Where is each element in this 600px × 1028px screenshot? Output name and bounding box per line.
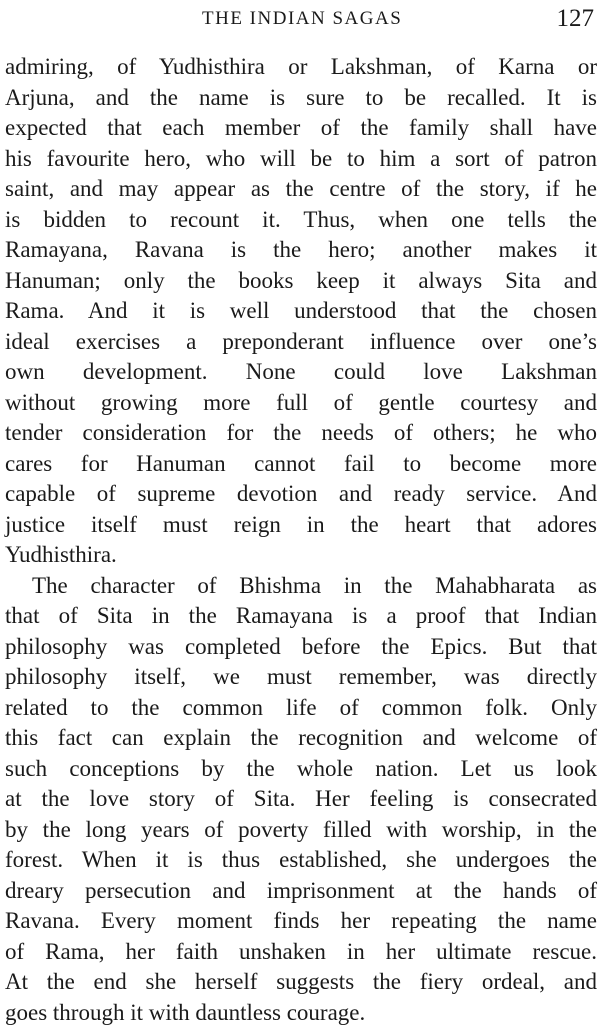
- text-line: by the long years of poverty filled with worship, in the: [5, 815, 597, 846]
- text-line: goes through it with dauntless courage.: [5, 998, 597, 1028]
- text-line: such conceptions by the whole nation. Let us look: [5, 754, 597, 785]
- running-title: THE INDIAN SAGAS: [202, 8, 402, 30]
- text-line: that of Sita in the Ramayana is a proof that Indian: [5, 601, 597, 632]
- text-line: philosophy was completed before the Epics. But that: [5, 632, 597, 663]
- text-line: Ravana. Every moment finds her repeating the name: [5, 906, 597, 937]
- text-line: this fact can explain the recognition and welcome of: [5, 723, 597, 754]
- text-line: justice itself must reign in the heart that adores: [5, 510, 597, 541]
- text-line: expected that each member of the family shall have: [5, 113, 597, 144]
- text-line: admiring, of Yudhisthira or Lakshman, of Karna or: [5, 52, 597, 83]
- text-line: own development. None could love Lakshman: [5, 357, 597, 388]
- text-line: At the end she herself suggests the fiery ordeal, and: [5, 967, 597, 998]
- text-line: The character of Bhishma in the Mahabharata as: [5, 571, 597, 602]
- text-line: without growing more full of gentle courtesy and: [5, 388, 597, 419]
- text-line: related to the common life of common folk. Only: [5, 693, 597, 724]
- page-number: 127: [557, 5, 595, 33]
- text-line: tender consideration for the needs of others; he who: [5, 418, 597, 449]
- text-line: his favourite hero, who will be to him a sort of patron: [5, 144, 597, 175]
- text-line: at the love story of Sita. Her feeling is consecrated: [5, 784, 597, 815]
- text-line: dreary persecution and imprisonment at the hands of: [5, 876, 597, 907]
- text-line: is bidden to recount it. Thus, when one tells the: [5, 205, 597, 236]
- text-line: Ramayana, Ravana is the hero; another makes it: [5, 235, 597, 266]
- paragraph-2: [5, 571, 597, 1028]
- text-line: Yudhisthira.: [5, 540, 597, 571]
- text-line: saint, and may appear as the centre of the story, if he: [5, 174, 597, 205]
- text-line: Arjuna, and the name is sure to be recalled. It is: [5, 83, 597, 114]
- text-line: cares for Hanuman cannot fail to become more: [5, 449, 597, 480]
- text-line: capable of supreme devotion and ready service. And: [5, 479, 597, 510]
- running-head: [0, 4, 600, 38]
- text-line: of Rama, her faith unshaken in her ultimate rescue.: [5, 937, 597, 968]
- paragraph-1: [5, 52, 597, 571]
- text-line: philosophy itself, we must remember, was directly: [5, 662, 597, 693]
- text-line: Rama. And it is well understood that the chosen: [5, 296, 597, 327]
- body-text: [5, 52, 597, 1028]
- text-line: ideal exercises a preponderant influence over one’s: [5, 327, 597, 358]
- text-line: Hanuman; only the books keep it always Sita and: [5, 266, 597, 297]
- text-line: forest. When it is thus established, she undergoes the: [5, 845, 597, 876]
